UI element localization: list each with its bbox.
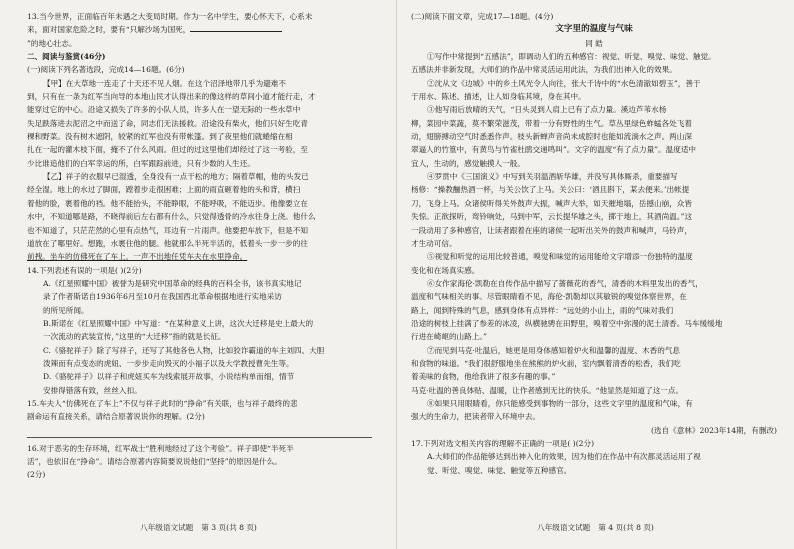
- question-14-option-a-cont: 录了作者斯诺自1936年6月至10月在我国西北革命根据地进行实地采访: [43, 292, 282, 302]
- article-paragraph-line: 着美味的食物，他给我讲了很多有趣的事。”: [411, 372, 556, 382]
- question-13-line-2: 来，面对国家危险之时，要有“只解沙场为国死，: [27, 23, 372, 36]
- article-paragraph-line: ①写作中常提到“五感法”，即调动人们的五种感官：视觉、听觉、嗅觉、味觉、触觉。: [427, 52, 716, 62]
- question-16-stem-cont: 活”，也依旧在“挣命”。请结合原著内容简要说说他们“坚持”的原因是什么。: [27, 457, 282, 466]
- passage-jia-line: 扎在一起的灌木枝下面，掩不了什么风雨。但过的过这里他们却经过了这一考验，至: [27, 145, 308, 155]
- question-13-answer-blank[interactable]: [190, 23, 282, 32]
- question-15-answer-line[interactable]: [27, 437, 372, 438]
- passage-yi-underlined-line: 前拽。坐车的仿佛死在了车上，一声不出地任凭车夫在水里挣命。: [27, 252, 248, 262]
- question-14-option-c: C.《骆驼祥子》除了写祥子，还写了其他各色人物，比如狡诈霸道的车主刘四、大胆: [43, 345, 325, 355]
- article-paragraph-line: 宜人，生动的，感觉触摸人一般。: [411, 158, 525, 168]
- part-1-instructions: (一)阅读下列名著选段，完成14—16题。(6分): [27, 65, 185, 75]
- section-2-heading: 二、阅读与鉴赏(46分): [27, 52, 106, 62]
- part-2-instructions: (二)阅读下面文章，完成17—18题。(4分): [411, 12, 554, 21]
- question-14-option-b-cont: 一次流动的武装宣传，”这里的“大迁移”指的就是长征。: [43, 332, 226, 342]
- article-paragraph-line: ⑤视觉和听觉的运用比较普通，嗅觉和味觉的运用能给文字增添一份独特的温度: [427, 252, 693, 262]
- article-paragraph-line: 失惊。正欲探听，鸾铃响处，马到中军，云长提华雄之头，掷于地上，其酒尚温。”这: [411, 212, 693, 222]
- passage-jia-line: 少比谁追他们的白军幸运的所，白军跟踪前进，只有少数的人生还。: [27, 158, 255, 168]
- passage-yi-line: 【乙】祥子的衣服早已湿透，全身没有一点干松的地方；隔着草帽，他的头发已: [43, 172, 309, 182]
- footer-title: 八年级语文试题: [140, 523, 194, 532]
- footer-page-number: 第 4 页(共 8 页): [598, 523, 654, 532]
- article-paragraph-line: 柳，菜园中菜蔬，莫不繁荣滋茂，带着一分有野性的生气。草丛里绿色蚱蜢各处飞着: [411, 118, 692, 128]
- question-17-stem: 17.下列对选文相关内容的理解不正确的一项是( )(2分): [411, 439, 595, 448]
- article-paragraph-line: 一段动用了多种感官，让读者跟着在座的诸侯一起听出关外的鼓声和喊声，马铃声，: [411, 225, 692, 235]
- question-14-option-a-cont: 的所见所闻。: [43, 305, 89, 315]
- passage-jia-line: 失足跌落进去泥沼之中而送了命，同志们无法援救。沿途没有柴火，他们只好生吃青: [27, 118, 308, 128]
- page-4-body: [411, 10, 777, 477]
- question-17-option-a-cont: 觉、听觉、嗅觉、味觉、触觉等五种感官。: [427, 465, 572, 475]
- article-paragraph-line: 马克·吐温的善良体贴、温暖，让作者感到无比的快乐。“他显然是知道了这一点。: [411, 385, 684, 395]
- question-15-stem-cont: 剧命运有直接关系，请结合原著说说你的理解。(2分): [27, 412, 205, 422]
- article-paragraph-line: 杨修：“操教酾热酒一杯，与关公饮了上马。关公曰：‘酒且斟下，某去便来。’出帐提: [411, 185, 690, 195]
- page-3-body: [27, 10, 372, 482]
- article-paragraph-line: 五感法并非新发现，大师们的作品中常灵活运用此法，为我们出神入化的效果。: [411, 65, 677, 75]
- passage-yi-line: 道放在了哪里好。想跑，水裹住他的腿。他就那么半死半活的，低着头一步一步的往: [27, 238, 308, 248]
- article-paragraph-line: ⑧如果只用眼睛看，你只能感受到事物的一部分，这些文字里的温度和气味，有: [427, 398, 693, 408]
- article-source: (选自《意林》2023年14期，有删改): [650, 425, 777, 435]
- article-paragraph-line: 路上，闻到特殊的气息，感到身体有点异样：“远处的小山上，雨的气味对我们: [411, 305, 674, 315]
- article-title: 文字里的温度与气味: [555, 24, 633, 35]
- passage-yi-line: 也不知道了，只茫茫然的心里有点热气，耳边有一片雨声。他要把车放下，但是不知: [27, 225, 308, 235]
- article-paragraph-line: 刀，飞身上马。众诸侯听得关外鼓声大振，喊声大举，如天摧地塌，岳撼山崩，众皆: [411, 198, 692, 208]
- question-17-option-a: A.大师们的作品能够达到出神入化的效果，因为他们在作品中有次都灵活运用了视: [427, 452, 701, 462]
- question-14-option-b: B.斯诺在《红星照耀中国》中写道：“在某种意义上讲，这次大迁移是史上最大的: [43, 318, 314, 328]
- article-paragraph-line: 于用水、陈述、描述，让人如身临其境，身在其中。: [411, 92, 586, 102]
- question-14-option-a: A.《红星照耀中国》被誉为是研究中国革命的经典的百科全书，该书真实地记: [43, 278, 302, 288]
- article-author: 同 皓: [585, 38, 603, 48]
- passage-jia-line: 稞和野菜。没有树木遮阴，较紧的红军也没有带帐篷。到了夜里他们就蜷缩在相: [27, 132, 293, 142]
- passage-jia-line: 能穿过它的中心。沿途又损失了许多的小队人员，许多人在一望无际的一些水草中: [27, 105, 301, 115]
- page-3-footer: [0, 522, 397, 533]
- footer-title: 八年级语文试题: [537, 523, 591, 532]
- article-paragraph-line: ③他写雨后放晴的天气，“日头灵到人肩上已有了点力量。溪边芦苇水杨: [427, 105, 667, 115]
- footer-page-number: 第 3 页(共 8 页): [201, 523, 257, 532]
- passage-jia-line: 【甲】在大草地一连走了十天还不见人烟。在这个沼泽地带几乎为避难不: [43, 78, 286, 88]
- passage-jia-line: 到，只有在一条为红军当向导的本地山民才认得出来的像这样的草间小道才能行走，才: [27, 92, 316, 102]
- question-13-line-1: 13.当今世界，正面临百年未遇之大变局时期。作为一名中学生，要心怀天下，心系未: [27, 12, 313, 21]
- article-paragraph-line: 才生动可信。: [411, 238, 457, 248]
- exam-page-4: [397, 0, 794, 549]
- page-4-footer: [397, 522, 794, 533]
- article-paragraph-line: 沿途的树枝上挂满了参差的冰凌，纵横驰骋在田野里，嗅着空中弥漫的泥土清香。马车缓缓地: [411, 318, 723, 328]
- article-paragraph-line: 强大的生命力，把读者带入环境中去。: [411, 412, 541, 422]
- article-paragraph-line: 翠逼人的竹篁中，有黄鸟与竹雀杜鹃交递鸣叫”。文字的温度“有了点力量”。温度适中: [411, 145, 697, 155]
- article-paragraph-line: 行进在崎岖的山路上。”: [411, 332, 488, 342]
- article-paragraph-line: ④罗贯中《三国演义》中写到关羽温酒斩华雄，并没写具体厮杀，重要描写: [427, 172, 678, 182]
- question-14-option-c-cont: 泼辣而有点变态的虎妞、一步步走向毁灭的小福子以及大学教授曹先生等。: [43, 358, 294, 368]
- passage-yi-line: 经全湿。地上的水过了脚面，蹚着步走很困难；上面的雨直砸着他的头和背，横扫: [27, 185, 301, 195]
- question-14-option-d: D.《骆驼祥子》以祥子和虎妞买车为线索展开故事，小说结构单而细，情节: [43, 372, 295, 382]
- passage-yi-line: 着他的脸，裹着他的裆。他不能抬头，不能睁眼，不能呼吸，不能迈步。他像要立在: [27, 198, 308, 208]
- article-paragraph-line: ⑦而见到马克·吐温后，她更是用身体感知着炉火和温馨的温度、木香的气息: [427, 345, 681, 355]
- question-15-answer-space[interactable]: [27, 424, 372, 434]
- question-16-points: (2分): [27, 470, 46, 480]
- article-paragraph-line: 和食物的味道。“我们很舒服地坐在熊熊的炉火前，室内飘着清香的松香，我们吃: [411, 358, 681, 368]
- article-paragraph-line: ⑥女作家海伦·凯勒在自传作品中描写了蔷薇花的香气，清香的木料里发出的香气，: [427, 278, 703, 288]
- question-14-option-d-cont: 安排得错落有致，丝丝入扣。: [43, 385, 142, 395]
- question-15-stem: 15.车夫人“仿佛死在了车上”不仅与祥子此时的“挣命”有关联，也与祥子最终的悲: [27, 398, 298, 408]
- question-14-stem: 14.下列表述有误的一项是( )(2分): [27, 265, 142, 275]
- passage-yi-line: 水中，不知道哪是路，不晓得前后左右都有什么，只觉得透骨的冷水往身上浇。他什么: [27, 212, 316, 222]
- article-paragraph-line: 温度和气味相关的事。尽管眼睛看不见，海伦·凯勒却以其敏锐的嗅觉体察世界，在: [411, 292, 687, 302]
- question-13-line-3: ”的地心壮志。: [27, 38, 77, 48]
- question-16-stem: 16.对于恶劣的生存环境，红军战士“胜利地经过了这个考验”。祥子即使“半死半: [27, 443, 294, 453]
- article-paragraph-line: 变化和在场真实感。: [411, 265, 480, 275]
- article-paragraph-line: 动，翅膀搏动空气时悉悉作声。枝头新蝉声音尚未成腔时也能如流淌水之声。两山深: [411, 132, 692, 142]
- article-paragraph-line: ②沈从文《边城》中的乡土风光令人向往，张大千诗中的“水色清澈如碧玉”，善于: [427, 78, 701, 88]
